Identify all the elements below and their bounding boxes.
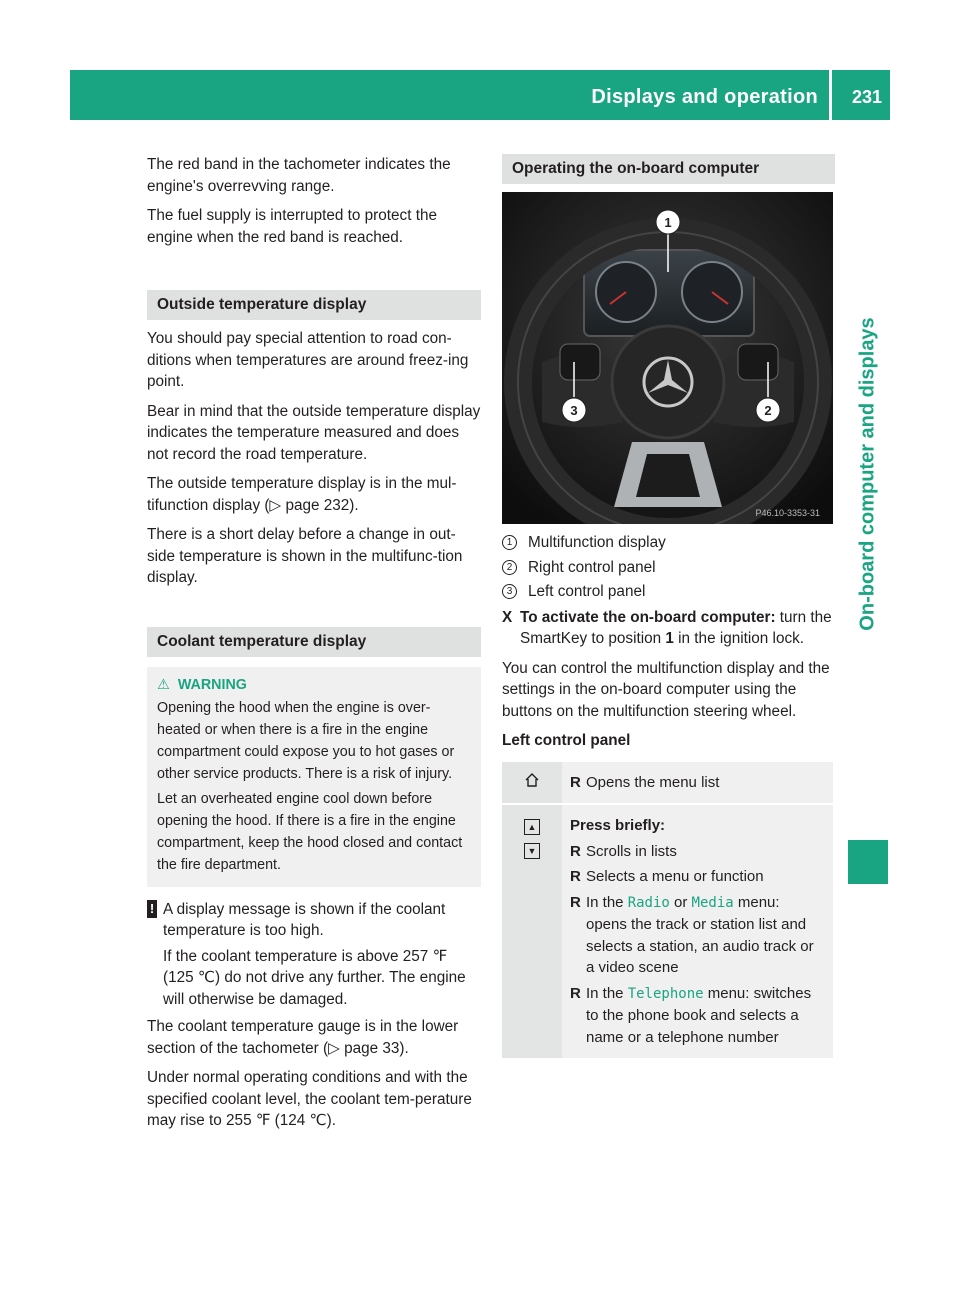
image-code: P46.10-3353-31 bbox=[755, 508, 820, 518]
intro-paragraph: The fuel supply is interrupted to protect the engine when the red band is reached. bbox=[147, 207, 437, 246]
outside-paragraph: There is a short delay before a change in out-side temperature is shown in the multifunc-tion display. bbox=[147, 526, 463, 586]
side-tab-marker bbox=[848, 840, 888, 884]
table-row bbox=[502, 805, 833, 1060]
page-number: 231 bbox=[851, 87, 882, 107]
list-item: R In the Telephone menu: switches to the phone book and selects a name or a telephone number bbox=[570, 984, 812, 1046]
home-icon bbox=[502, 762, 562, 804]
left-column bbox=[147, 154, 481, 1140]
outside-paragraph: Bear in mind that the outside temperature display indicates the temperature measured and does not record the road temperature. bbox=[147, 402, 481, 463]
svg-text:1: 1 bbox=[664, 215, 672, 230]
outside-paragraph: You should pay special attention to road con-ditions when temperatures are around freez-ing point. bbox=[147, 330, 469, 390]
warning-title: ⚠ WARNING bbox=[157, 675, 471, 697]
list-item: R Selects a menu or function bbox=[570, 868, 764, 885]
warning-icon: ⚠ bbox=[157, 676, 170, 693]
list-item: R In the Radio or Media menu: opens the track or station list and selects a station, an audio track or a video scene bbox=[570, 893, 814, 976]
coolant-temp-heading: Coolant temperature display bbox=[147, 627, 481, 657]
side-tab bbox=[848, 122, 888, 832]
note-text: A display message is shown if the coolant temperature is too high. bbox=[163, 900, 446, 940]
right-column bbox=[502, 154, 835, 1060]
list-item: R Scrolls in lists bbox=[570, 842, 677, 860]
note-icon: ! bbox=[147, 900, 157, 918]
coolant-paragraph: Under normal operating conditions and with the specified coolant level, the coolant tem-perature may rise to 255 ℉ (124 ℃). bbox=[147, 1069, 472, 1130]
instruction-step: X To activate the on-board computer: turn the SmartKey to position 1 in the ignition lock. bbox=[502, 608, 832, 647]
intro-paragraph: The red band in the tachometer indicates the engine's overrevving range. bbox=[147, 156, 451, 195]
legend-item: 2 Right control panel bbox=[502, 557, 835, 579]
press-label: Press briefly: bbox=[570, 817, 666, 834]
warning-text: Let an overheated engine cool down before opening the hood. If there is a fire in the engine compartment, keep the hood closed and contact the fire department. bbox=[157, 791, 463, 873]
svg-text:3: 3 bbox=[570, 403, 578, 418]
legend-item: 3 Left control panel bbox=[502, 581, 835, 603]
callout-badge bbox=[562, 398, 586, 422]
outside-paragraph: The outside temperature display is in the mul-tifunction display (▷ page 232). bbox=[147, 475, 457, 514]
coolant-paragraph: The coolant temperature gauge is in the lower section of the tachometer (▷ page 33). bbox=[147, 1018, 459, 1057]
side-tab-label: On-board computer and displays bbox=[856, 317, 879, 631]
onboard-heading: Operating the on-board computer bbox=[502, 154, 835, 184]
table-row bbox=[502, 762, 833, 806]
header-divider bbox=[829, 70, 832, 120]
callout-badge bbox=[756, 398, 780, 422]
up-arrow-icon: ▲ bbox=[524, 819, 540, 835]
control-table bbox=[502, 762, 833, 1061]
warning-box bbox=[147, 667, 481, 887]
instruction-arrow-icon: X bbox=[502, 608, 513, 626]
note-block bbox=[147, 899, 481, 1011]
note-text: If the coolant temperature is above 257 ℉ (125 ℃) do not drive any further. The engine will otherwise be damaged. bbox=[163, 947, 466, 1008]
warning-text: Opening the hood when the engine is over-heated or when there is a fire in the engine compartment could expose you to hot gases or other service products. There is a risk of injury. bbox=[157, 700, 455, 782]
down-arrow-icon: ▼ bbox=[524, 843, 540, 859]
svg-text:2: 2 bbox=[764, 403, 772, 418]
legend-item: 1 Multifunction display bbox=[502, 532, 835, 554]
list-item: R Opens the menu list bbox=[570, 773, 720, 791]
steering-wheel-image bbox=[502, 192, 833, 524]
left-panel-subheading: Left control panel bbox=[502, 732, 631, 749]
callout-badge bbox=[656, 210, 680, 234]
control-paragraph: You can control the multifunction display and the settings in the on-board computer using the buttons on the multifunction steering wheel. bbox=[502, 659, 830, 720]
header-title: Displays and operation bbox=[591, 86, 818, 108]
outside-temp-heading: Outside temperature display bbox=[147, 290, 481, 320]
steering-wheel-illustration bbox=[502, 192, 833, 524]
page-header bbox=[70, 70, 890, 120]
